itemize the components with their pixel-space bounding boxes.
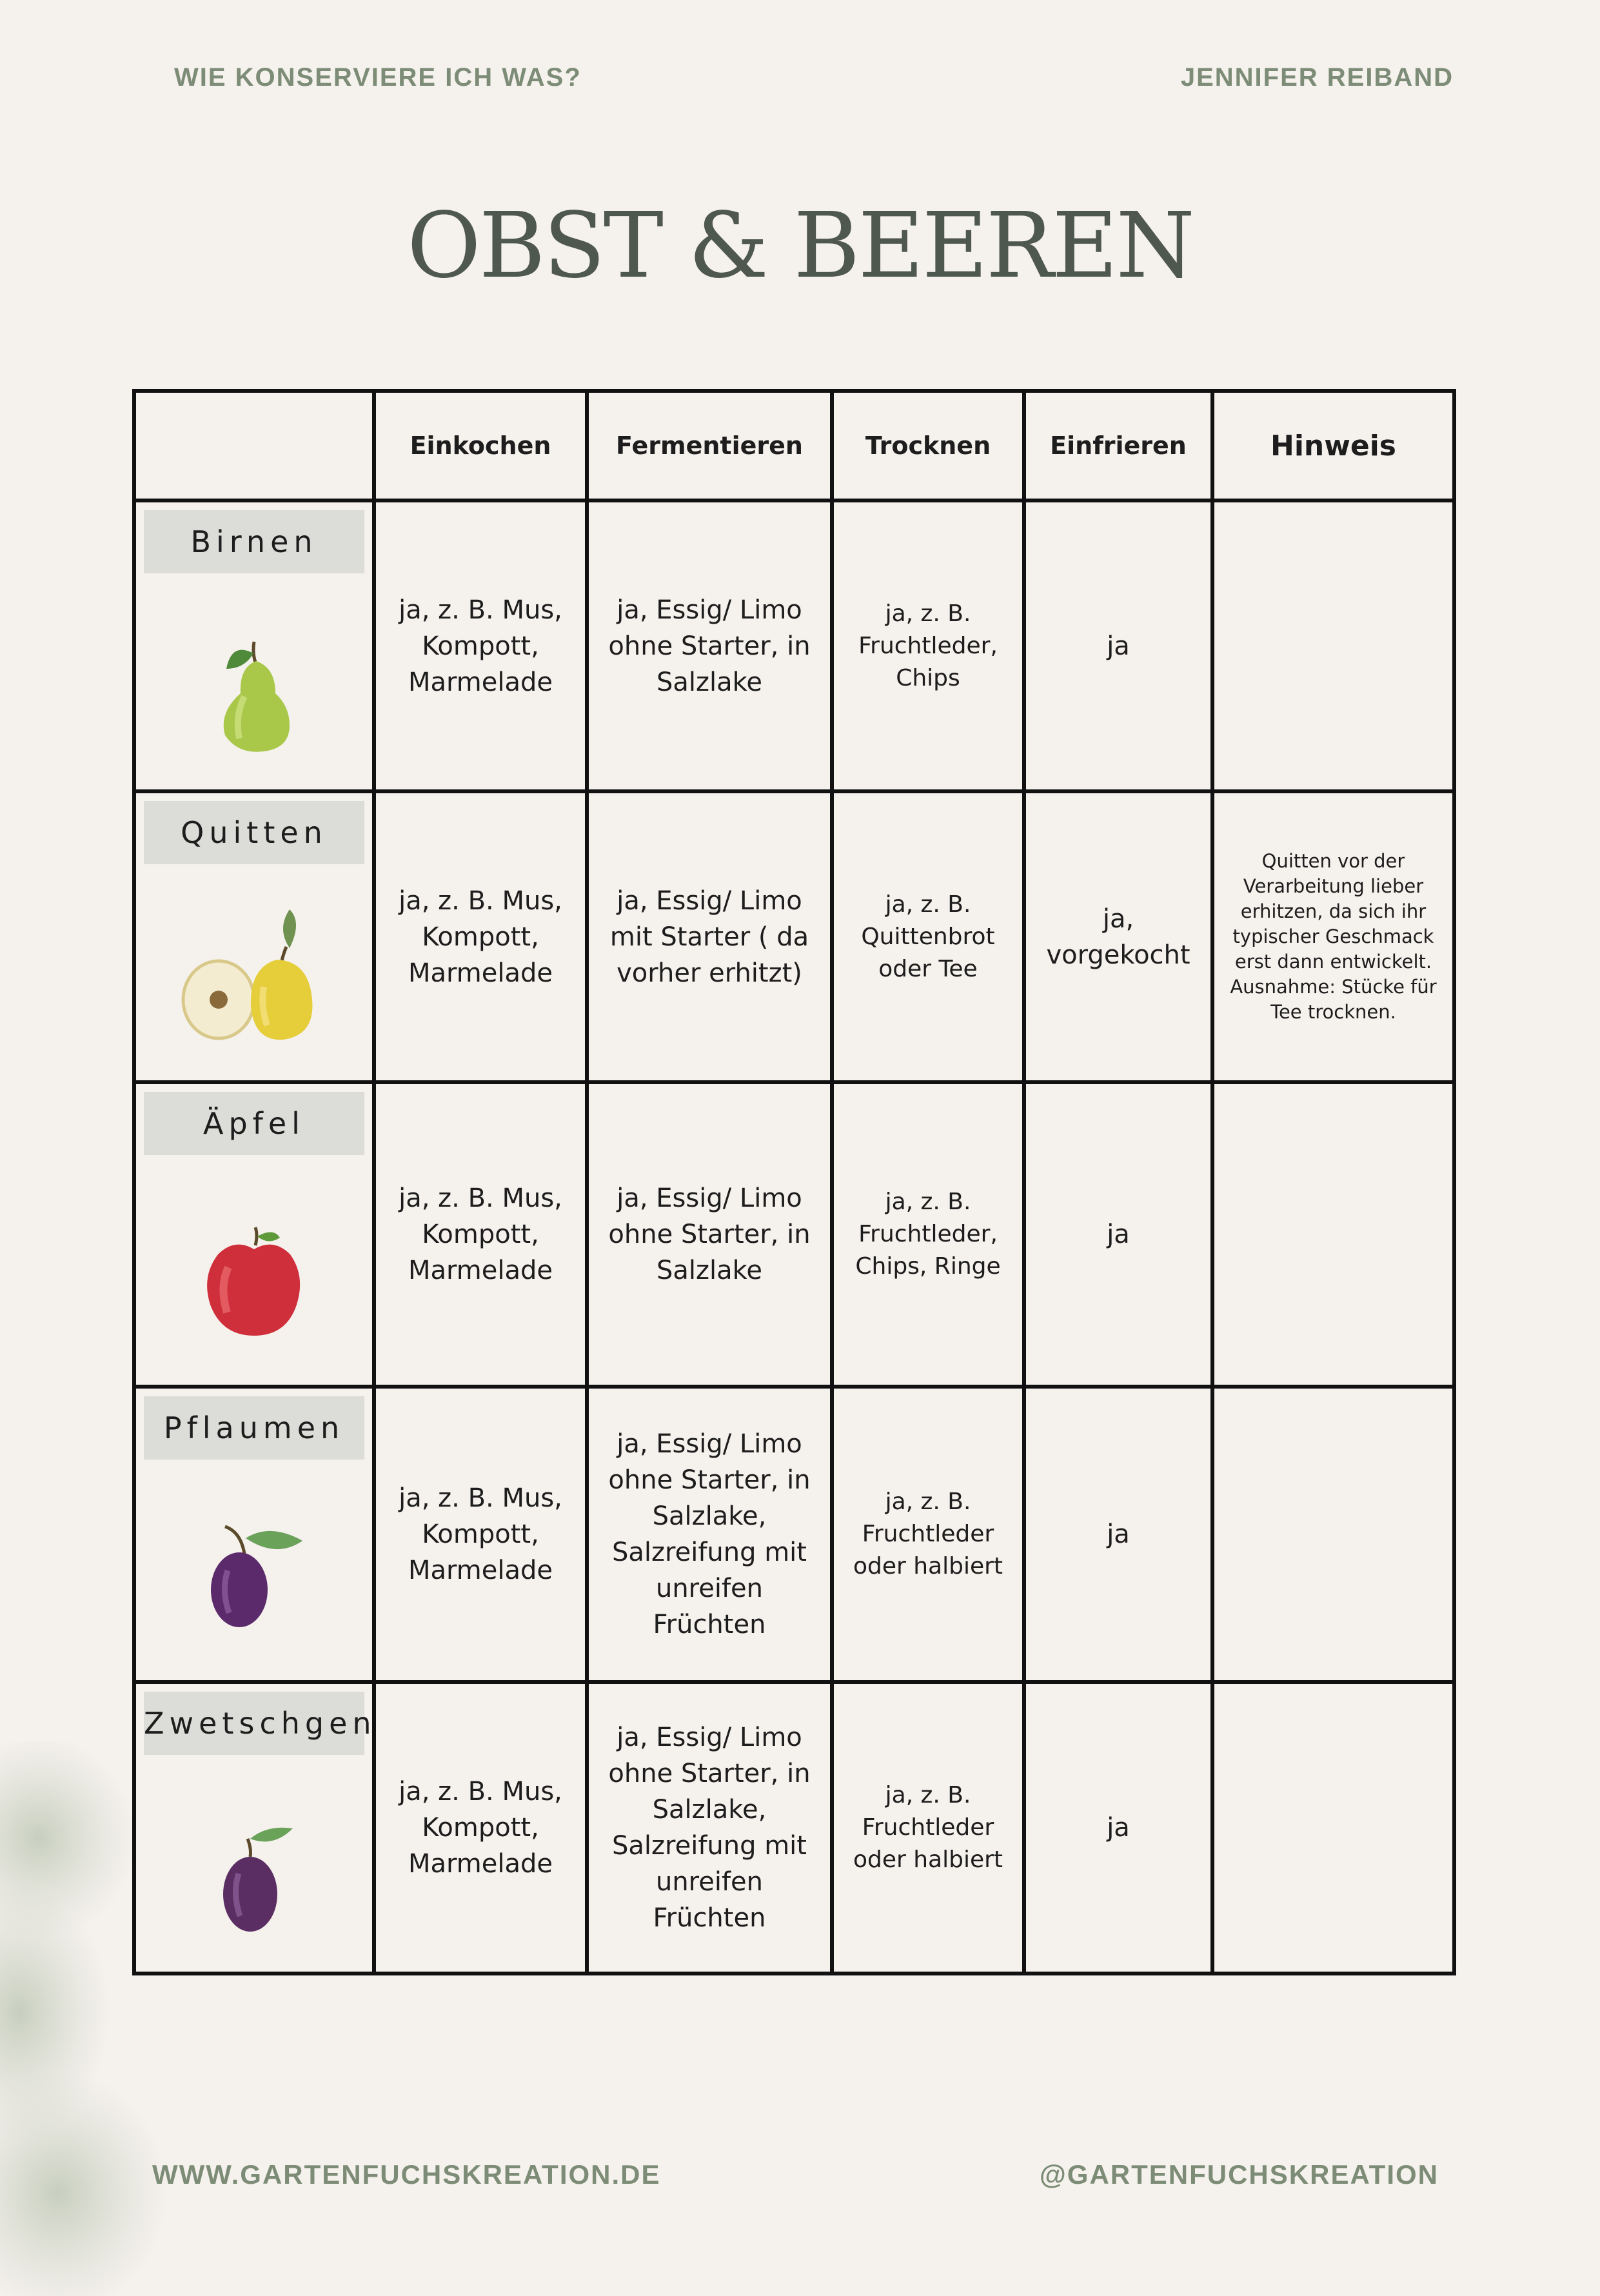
- column-header-fruit: [134, 391, 374, 500]
- cell-hinweis: Quitten vor der Verarbeitung lieber erhitzen, da sich ihr typischer Geschmack erst dann entwickelt. Ausnahme: Stücke für Tee trocknen.: [1212, 791, 1454, 1082]
- table-row: [134, 1387, 1454, 1682]
- fruit-cell: [134, 500, 374, 791]
- table-header-row: [134, 391, 1454, 500]
- fruit-cell: [134, 1387, 374, 1682]
- website-link[interactable]: WWW.GARTENFUCHSKREATION.DE: [152, 2159, 661, 2190]
- cell-fermentieren: ja, Essig/ Limo ohne Starter, in Salzlake: [587, 500, 832, 791]
- table-row: [134, 1682, 1454, 1974]
- cell-hinweis: [1212, 1082, 1454, 1387]
- cell-hinweis: [1212, 1387, 1454, 1682]
- column-header-einkochen: Einkochen: [374, 391, 587, 500]
- cell-fermentieren: ja, Essig/ Limo ohne Starter, in Salzlake, Salzreifung mit unreifen Früchten: [587, 1387, 832, 1682]
- quince-icon: [180, 896, 328, 1051]
- column-header-einfrieren: Einfrieren: [1024, 391, 1212, 500]
- fruit-label: Pflaumen: [144, 1396, 364, 1460]
- cell-einkochen: ja, z. B. Mus, Kompott, Marmelade: [374, 1682, 587, 1974]
- cell-trocknen: ja, z. B. Fruchtleder, Chips: [832, 500, 1024, 791]
- cell-trocknen: ja, z. B. Quittenbrot oder Tee: [832, 791, 1024, 1082]
- table-row: [134, 500, 1454, 791]
- header-left: WIE KONSERVIERE ICH WAS?: [174, 63, 582, 92]
- fruit-label: Zwetschgen: [144, 1692, 364, 1755]
- cell-einfrieren: ja: [1024, 500, 1212, 791]
- cell-fermentieren: ja, Essig/ Limo ohne Starter, in Salzlake, Salzreifung mit unreifen Früchten: [587, 1682, 832, 1974]
- fruit-cell: [134, 791, 374, 1082]
- apple-icon: [196, 1222, 312, 1351]
- cell-fermentieren: ja, Essig/ Limo mit Starter ( da vorher erhitzt): [587, 791, 832, 1082]
- column-header-trocknen: Trocknen: [832, 391, 1024, 500]
- fruit-label: Äpfel: [144, 1092, 364, 1155]
- cell-einfrieren: ja, vorgekocht: [1024, 791, 1212, 1082]
- table-row: [134, 791, 1454, 1082]
- cell-einkochen: ja, z. B. Mus, Kompott, Marmelade: [374, 791, 587, 1082]
- cell-einkochen: ja, z. B. Mus, Kompott, Marmelade: [374, 1082, 587, 1387]
- fruit-label: Birnen: [144, 510, 364, 573]
- cell-fermentieren: ja, Essig/ Limo ohne Starter, in Salzlake: [587, 1082, 832, 1387]
- social-handle[interactable]: @GARTENFUCHSKREATION: [1039, 2159, 1439, 2190]
- preservation-table: [132, 389, 1456, 1975]
- column-header-hinweis: Hinweis: [1212, 391, 1454, 500]
- cell-trocknen: ja, z. B. Fruchtleder oder halbiert: [832, 1682, 1024, 1974]
- cell-trocknen: ja, z. B. Fruchtleder, Chips, Ringe: [832, 1082, 1024, 1387]
- table-row: [134, 1082, 1454, 1387]
- pear-icon: [199, 635, 309, 758]
- fruit-label: Quitten: [144, 801, 364, 864]
- cell-einfrieren: ja: [1024, 1387, 1212, 1682]
- cell-einfrieren: ja: [1024, 1682, 1212, 1974]
- plum-icon: [199, 1519, 309, 1635]
- damson-icon: [202, 1819, 306, 1935]
- cell-hinweis: [1212, 1682, 1454, 1974]
- page-title: OBST & BEEREN: [407, 193, 1193, 299]
- cell-einkochen: ja, z. B. Mus, Kompott, Marmelade: [374, 500, 587, 791]
- cell-einfrieren: ja: [1024, 1082, 1212, 1387]
- cell-hinweis: [1212, 500, 1454, 791]
- header-author: JENNIFER REIBAND: [1180, 63, 1454, 92]
- cell-einkochen: ja, z. B. Mus, Kompott, Marmelade: [374, 1387, 587, 1682]
- cell-trocknen: ja, z. B. Fruchtleder oder halbiert: [832, 1387, 1024, 1682]
- fruit-cell: [134, 1082, 374, 1387]
- column-header-fermentieren: Fermentieren: [587, 391, 832, 500]
- fruit-cell: [134, 1682, 377, 1974]
